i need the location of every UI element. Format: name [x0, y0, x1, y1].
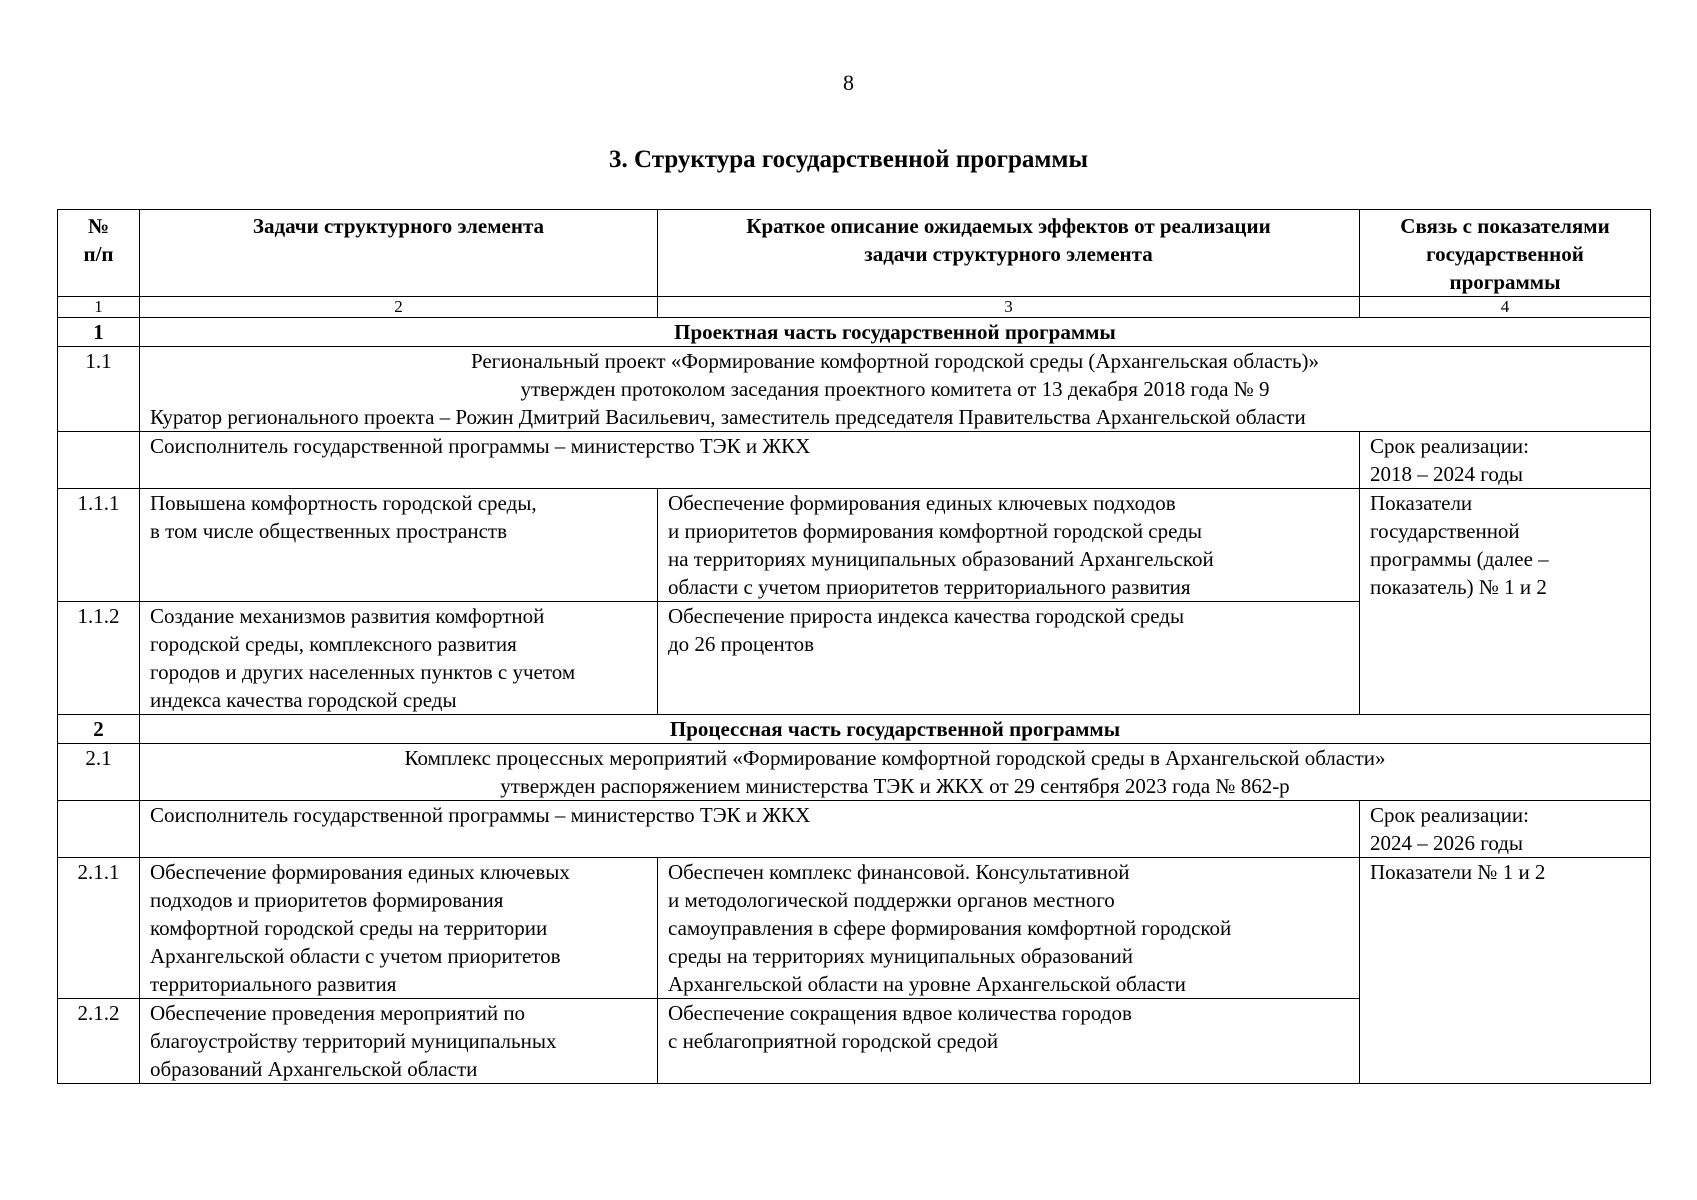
column-numbers-row: [58, 297, 1651, 318]
indicators-cell: Показатели государственной программы (далее – показатель) № 1 и 2: [1360, 489, 1651, 715]
complex-number: 2.1: [58, 744, 140, 801]
column-number: 4: [1360, 297, 1651, 318]
project-row: [58, 347, 1651, 432]
section-number: 1: [58, 318, 140, 347]
structure-table: [57, 209, 1651, 1084]
header-indicators: Связь с показателями государственной программы: [1360, 210, 1651, 297]
section-number: 2: [58, 715, 140, 744]
header-task: Задачи структурного элемента: [140, 210, 658, 297]
project-title: Региональный проект «Формирование комфортной городской среды (Архангельская область)»: [470, 349, 1320, 373]
period-text: Срок реализации: 2024 – 2026 годы: [1360, 801, 1651, 858]
header-effect: Краткое описание ожидаемых эффектов от реализации задачи структурного элемента: [658, 210, 1360, 297]
project-info: [140, 347, 1651, 432]
row-number: 2.1.1: [58, 858, 140, 999]
coexecutor-text: Соисполнитель государственной программы – министерство ТЭК и ЖКХ: [140, 432, 1360, 489]
effect-cell: Обеспечение формирования единых ключевых подходов и приоритетов формирования комфортной городской среды на территориях муниципальных образований Архангельской области с учетом приоритетов территориального развития: [658, 489, 1360, 602]
row-number: 2.1.2: [58, 999, 140, 1084]
project-curator: Куратор регионального проекта – Рожин Дмитрий Васильевич, заместитель председателя Правительства Архангельской области: [150, 405, 1306, 429]
complex-title: Комплекс процессных мероприятий «Формирование комфортной городской среды в Архангельской области»: [404, 746, 1386, 770]
project-number: 1.1: [58, 347, 140, 432]
row-number: 1.1.2: [58, 602, 140, 715]
complex-row: [58, 744, 1651, 801]
task-cell: Создание механизмов развития комфортной городской среды, комплексного развития городов и других населенных пунктов с учетом индекса качества городской среды: [140, 602, 658, 715]
period-text: Срок реализации: 2018 – 2024 годы: [1360, 432, 1651, 489]
column-number: 1: [58, 297, 140, 318]
page-title: 3. Структура государственной программы: [609, 146, 1088, 173]
empty-cell: [58, 432, 140, 489]
header-number: № п/п: [58, 210, 140, 297]
coexecutor-row: [58, 801, 1651, 858]
section-title: Проектная часть государственной программы: [140, 318, 1651, 347]
page-number: 8: [843, 70, 854, 95]
section-row: [58, 715, 1651, 744]
coexecutor-text: Соисполнитель государственной программы – министерство ТЭК и ЖКХ: [140, 801, 1360, 858]
section-title: Процессная часть государственной программы: [140, 715, 1651, 744]
task-cell: Повышена комфортность городской среды, в том числе общественных пространств: [140, 489, 658, 602]
complex-info: [140, 744, 1651, 801]
table-row: [58, 858, 1651, 999]
column-number: 2: [140, 297, 658, 318]
section-row: [58, 318, 1651, 347]
task-cell: Обеспечение проведения мероприятий по благоустройству территорий муниципальных образований Архангельской области: [140, 999, 658, 1084]
task-cell: Обеспечение формирования единых ключевых подходов и приоритетов формирования комфортной городской среды на территории Архангельской области с учетом приоритетов территориального развития: [140, 858, 658, 999]
indicators-cell: Показатели № 1 и 2: [1360, 858, 1651, 1084]
coexecutor-row: [58, 432, 1651, 489]
column-number: 3: [658, 297, 1360, 318]
row-number: 1.1.1: [58, 489, 140, 602]
table-header-row: [58, 210, 1651, 297]
complex-approval: утвержден распоряжением министерства ТЭК и ЖКХ от 29 сентября 2023 года № 862-р: [500, 774, 1290, 798]
effect-cell: Обеспечение прироста индекса качества городской среды до 26 процентов: [658, 602, 1360, 715]
table-row: [58, 489, 1651, 602]
effect-cell: Обеспечение сокращения вдвое количества городов с неблагоприятной городской средой: [658, 999, 1360, 1084]
project-approval: утвержден протоколом заседания проектного комитета от 13 декабря 2018 года № 9: [520, 377, 1270, 401]
empty-cell: [58, 801, 140, 858]
effect-cell: Обеспечен комплекс финансовой. Консультативной и методологической поддержки органов местного самоуправления в сфере формирования комфортной городской среды на территориях муниципальных образований Архангельской области на уровне Архангельской области: [658, 858, 1360, 999]
